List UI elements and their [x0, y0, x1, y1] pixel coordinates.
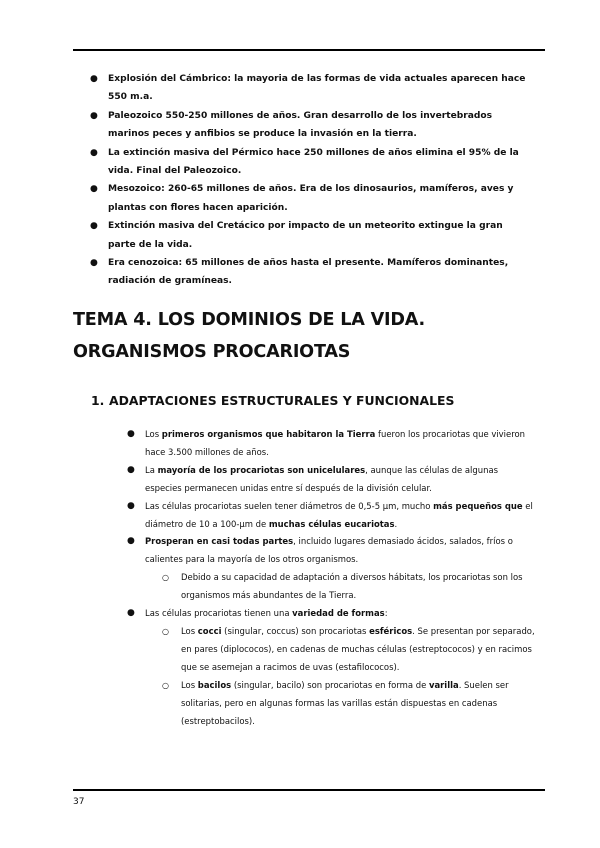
- section-number: 1.: [91, 393, 105, 408]
- chapter-title: TEMA 4. LOS DOMINIOS DE LA VIDA. ORGANISMOS PROCARIOTAS: [73, 310, 425, 362]
- sub-list-item: ○ Los bacilos (singular, bacilo) son procariotas en forma de varilla. Suelen ser solitarias, pero en algunas formas las varillas están dispuestas en cadenas (estreptobacilos).: [160, 677, 537, 731]
- top-rule: [73, 49, 545, 51]
- sub-list-item: ○ Debido a su capacidad de adaptación a diversos hábitats, los procariotas son los organismos más abundantes de la Tierra.: [160, 569, 537, 605]
- bullet-icon: ●: [127, 536, 135, 547]
- bullet-icon: ●: [90, 258, 98, 269]
- list-item: ● Era cenozoica: 65 millones de años hasta el presente. Mamíferos dominantes, radiación de gramíneas.: [90, 254, 530, 291]
- sub-list: [145, 569, 537, 605]
- bullet-icon: ●: [127, 464, 135, 475]
- bullet-icon: ●: [127, 429, 135, 439]
- bullet-icon: ●: [90, 74, 98, 84]
- bullet-icon: ●: [127, 500, 135, 511]
- bullet-icon: ●: [90, 221, 98, 232]
- list-item: ● La extinción masiva del Pérmico hace 250 millones de años elimina el 95% de la vida. Final del Paleozoico.: [90, 144, 530, 181]
- sub-list-item: ○ Los cocci (singular, coccus) son procariotas esféricos. Se presentan por separado, en pares (diplococos), en cadenas de muchas células (estreptococos) y en racimos que se asemejan a racimos de uvas (estafilococos).: [160, 623, 537, 677]
- list-item: ● La mayoría de los procariotas son unicelulares, aunque las células de algunas especies permanecen unidas entre sí después de la división celular.: [127, 462, 537, 498]
- list-item: ● Extinción masiva del Cretácico por impacto de un meteorito extingue la gran parte de la vida.: [90, 217, 530, 254]
- section-title: [91, 391, 454, 411]
- sub-bullet-icon: ○: [162, 626, 169, 636]
- sub-bullet-icon: ○: [162, 680, 169, 690]
- adaptations-list: [127, 426, 537, 730]
- list-item: ● Las células procariotas tienen una variedad de formas: ○ Los cocci (singular, coccus) son procariotas esféricos. Se presentan por separado, en pares (diplococos), en cadenas de muchas células (estreptococos) y en racimos que se asemejan a racimos de uvas (estafilococos). ○ Los bacilos (singular, bacilo) son procariotas en forma de varilla. Suelen ser solitarias, pero en algunas formas las varillas están dispuestas en cadenas (estreptobacilos).: [127, 605, 537, 730]
- list-item: ● Mesozoico: 260-65 millones de años. Era de los dinosaurios, mamíferos, aves y plantas con flores hacen aparición.: [90, 180, 530, 217]
- list-item: ● Paleozoico 550-250 millones de años. Gran desarrollo de los invertebrados marinos peces y anfibios se produce la invasión en la tierra.: [90, 107, 530, 144]
- bullet-icon: ●: [90, 147, 98, 158]
- sub-list: [145, 623, 537, 730]
- bullet-icon: ●: [90, 110, 98, 121]
- eras-list: [90, 70, 530, 291]
- page-number: 37: [73, 797, 85, 807]
- list-item: ● Las células procariotas suelen tener diámetros de 0,5-5 µm, mucho más pequeños que el diámetro de 10 a 100-µm de muchas células eucariotas.: [127, 498, 537, 534]
- bullet-icon: ●: [127, 608, 135, 619]
- list-item: ● Prosperan en casi todas partes, incluido lugares demasiado ácidos, salados, fríos o calientes para la mayoría de los otros organismos. ○ Debido a su capacidad de adaptación a diversos hábitats, los procariotas son los organismos más abundantes de la Tierra.: [127, 533, 537, 605]
- bottom-rule: [73, 789, 545, 791]
- list-item: ● Los primeros organismos que habitaron la Tierra fueron los procariotas que vivieron hace 3.500 millones de años.: [127, 426, 537, 462]
- bullet-icon: ●: [90, 184, 98, 195]
- sub-bullet-icon: ○: [162, 573, 169, 583]
- section-title-text: ADAPTACIONES ESTRUCTURALES Y FUNCIONALES: [109, 393, 455, 408]
- list-item: ● Explosión del Cámbrico: la mayoria de las formas de vida actuales aparecen hace 550 m.a.: [90, 70, 530, 107]
